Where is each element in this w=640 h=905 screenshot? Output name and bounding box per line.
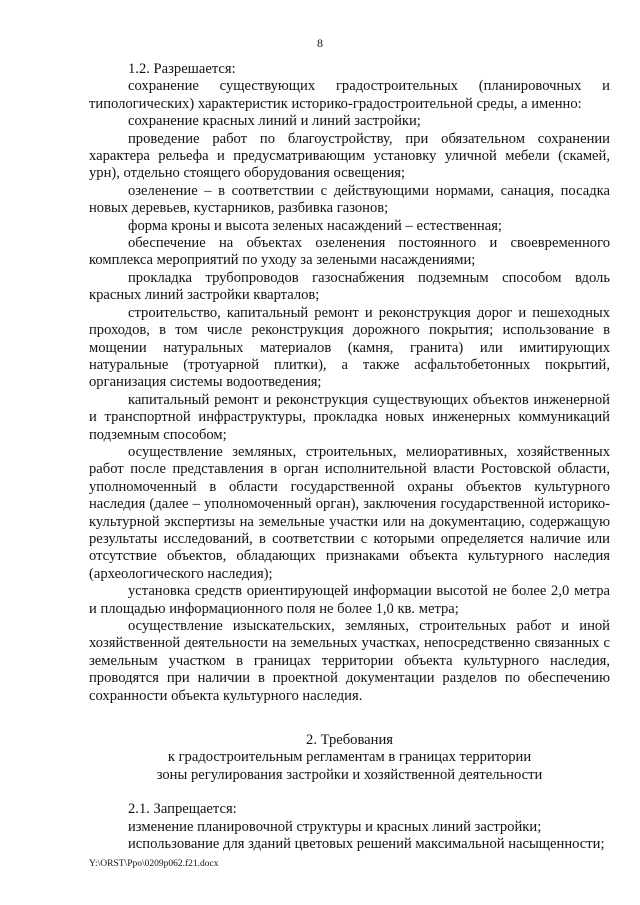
list-item: строительство, капитальный ремонт и реконструкция дорог и пешеходных проходов, в том числе реконструкция дорожного покрытия; использование в мощении натуральных материалов (камня, гранита) или имитирующих натуральные (тротуарной плитки), а также асфальтобетонных покрытий, организация системы водоотведения; [89,304,610,391]
list-item: сохранение красных линий и линий застройки; [128,113,421,130]
list-item: изменение планировочной структуры и красных линий застройки; [128,818,542,835]
list-item: установка средств ориентирующей информации высотой не более 2,0 метра и площадью информационного поля не более 1,0 кв. метра; [89,583,610,617]
footer-file-path: Y:\ORST\Ppo\0209p062.f21.docx [89,859,219,869]
list-item: озеленение – в соответствии с действующими нормами, санация, посадка новых деревьев, кустарников, разбивка газонов; [89,182,610,217]
section-2-heading-subtitle: к градостроительным регламентам в границах территории [167,749,532,766]
page-number: 8 [317,36,323,50]
list-item: проведение работ по благоустройству, при обязательном сохранении характера рельефа и предусматривающим установку уличной мебели (скамей, урн), отдельно стоящего оборудования освещения; [89,130,610,182]
list-item: осуществление изыскательских, земляных, строительных работ и иной хозяйственной деятельности на земельных участках, непосредственно связанных с земельным участком в границах территории объекта культурного наследия, проводятся при наличии в проектной документации разделов по обеспечению сохранности объекта культурного наследия. [89,618,610,704]
document-body [89,61,610,853]
list-item: обеспечение на объектах озеленения постоянного и своевременного комплекса мероприятий по уходу за зелеными насаждениями; [89,235,610,269]
list-item: осуществление земляных, строительных, мелиоративных, хозяйственных работ после представления в орган исполнительной власти Ростовской области, уполномоченный в области государственной охраны объектов культурного наследия (далее – уполномоченный орган), заключения государственной историко-культурной экспертизы на земельные участки или на документацию, содержащую результаты исследований, в соответствии с которыми определяется наличие или отсутствие объектов, обладающих признаками объекта культурного наследия (археологического наследия); [89,443,610,582]
list-item: прокладка трубопроводов газоснабжения подземным способом вдоль красных линий застройки кварталов; [89,269,610,304]
section-2-heading-subtitle: зоны регулирования застройки и хозяйственной деятельности [156,766,543,783]
blank-line [89,784,610,801]
section-2-heading-title: 2. Требования [306,732,393,749]
section-1-2-title: 1.2. Разрешается: [128,61,236,77]
list-item: форма кроны и высота зеленых насаждений – естественная; [128,217,502,234]
list-item: сохранение существующих градостроительных (планировочных и типологических) характеристик историко-градостроительной среды, а именно: [89,78,610,112]
blank-line [89,705,610,722]
section-2-1-title: 2.1. Запрещается: [128,801,237,818]
section-2-heading [89,732,610,784]
list-item: капитальный ремонт и реконструкция существующих объектов инженерной и транспортной инфраструктуры, прокладка новых инженерных коммуникаций подземным способом; [89,391,610,443]
list-item: использование для зданий цветовых решений максимальной насыщенности; [128,836,605,853]
